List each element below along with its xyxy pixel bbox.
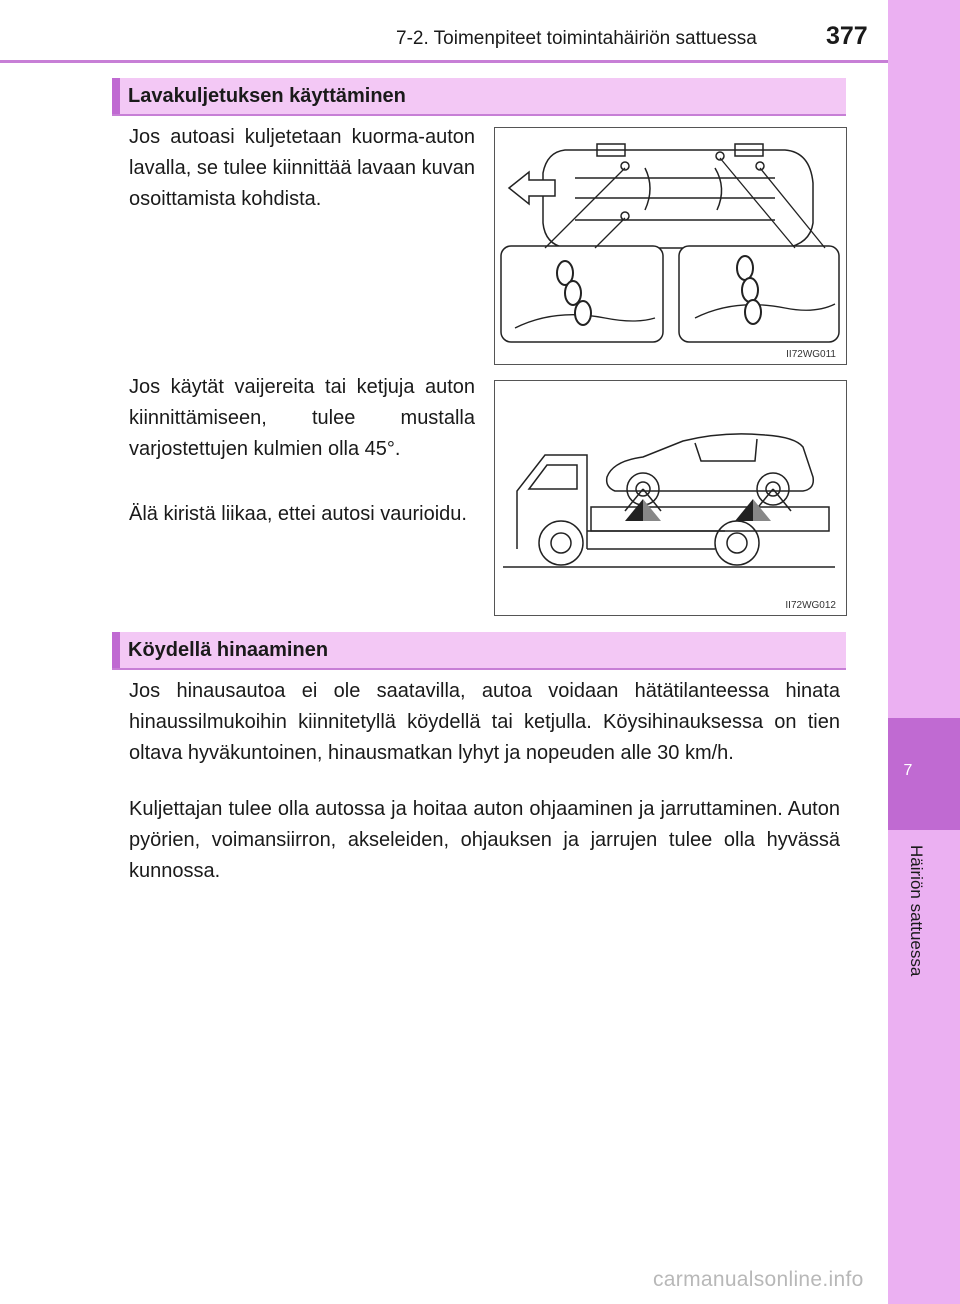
paragraph-transport-intro: Jos autoasi kuljetetaan kuorma-auton lavalla, se tulee kiinnittää lavaan kuvan osoittamista kohdista. <box>129 126 475 210</box>
paragraph-driver-requirements: Kuljettajan tulee olla autossa ja hoitaa auton ohjaaminen ja jarruttaminen. Auton pyörien, voimansiirron, akseleiden, ohjauksen ja jarrujen tulee olla hyvässä kunnossa. <box>129 798 840 882</box>
section-heading-text: Köydellä hinaaminen <box>128 639 329 661</box>
section-heading-rope-towing <box>112 632 846 670</box>
figure-code: II72WG012 <box>785 600 836 611</box>
chapter-number: 7 <box>903 762 913 779</box>
chapter-label: Häiriön sattuessa <box>907 845 926 977</box>
section-heading-text: Lavakuljetuksen käyttäminen <box>128 85 406 107</box>
figure-code: II72WG011 <box>786 349 836 360</box>
paragraph-chains-angle: Jos käytät vaijereita tai ketjuja auton kiinnittämiseen, tulee mustalla varjostettujen kulmien olla 45°. <box>129 376 475 460</box>
page-number: 377 <box>826 22 868 50</box>
header-rule <box>0 60 888 63</box>
paragraph-rope-towing: Jos hinausautoa ei ole saatavilla, autoa voidaan hätätilanteessa hinata hinaussilmukoihin kiinnitetyllä köydellä tai ketjulla. Köysihinauksessa on tien oltava hyväkuntoinen, hinausmatkan lyhyt ja nopeuden alle 30 km/h. <box>129 680 840 764</box>
watermark: carmanualsonline.info <box>653 1268 864 1291</box>
section-heading-transport <box>112 78 846 116</box>
side-tab <box>888 0 960 1304</box>
heading-bar <box>112 78 120 114</box>
figure-flatbed-truck <box>494 380 847 616</box>
figure-tie-down-points <box>494 127 847 365</box>
running-header: 7-2. Toimenpiteet toimintahäiriön sattuessa <box>396 28 757 49</box>
flatbed-illustration <box>495 381 846 615</box>
paragraph-overtighten: Älä kiristä liikaa, ettei autosi vaurioidu. <box>129 503 467 525</box>
heading-bar <box>112 632 120 668</box>
tie-down-illustration <box>495 128 846 364</box>
